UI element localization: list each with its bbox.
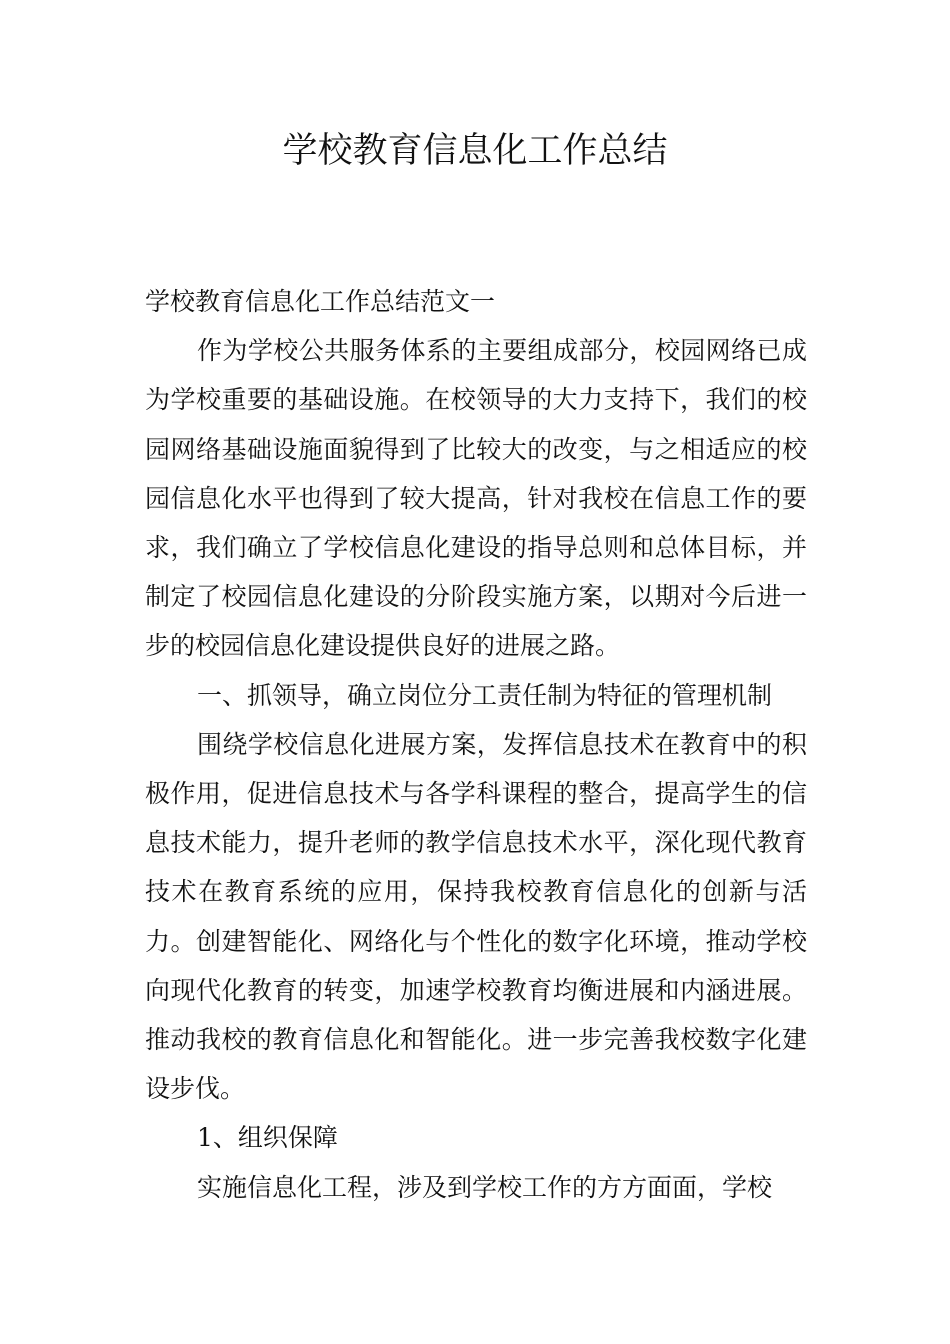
document-title: 学校教育信息化工作总结 bbox=[282, 131, 668, 171]
paragraph-intro: 作为学校公共服务体系的主要组成部分，校园网络已成为学校重要的基础设施。在校领导的大力支持下，我们的校园网络基础设施面貌得到了比较大的改变，与之相适应的校园信息化水平也得到了较大提高，针对我校在信息工作的要求，我们确立了学校信息化建设的指导总则和总体目标，并制定了校园信息化建设的分阶段实施方案，以期对今后进一步的校园信息化建设提供良好的进展之路。 bbox=[145, 336, 807, 661]
document-subtitle: 学校教育信息化工作总结范文一 bbox=[145, 287, 496, 316]
section-heading: 一、抓领导，确立岗位分工责任制为特征的管理机制 bbox=[197, 680, 773, 710]
document-body bbox=[145, 277, 807, 1212]
paragraph-section-1: 围绕学校信息化进展方案，发挥信息技术在教育中的积极作用，促进信息技术与各学科课程的整合，提高学生的信息技术能力，提升老师的教学信息技术水平，深化现代教育技术在教育系统的应用，保持我校教育信息化的创新与活力。创建智能化、网络化与个性化的数字化环境，推动学校向现代化教育的转变，加速学校教育均衡进展和内涵进展。推动我校的教育信息化和智能化。进一步完善我校数字化建设步伐。 bbox=[145, 729, 807, 1104]
paragraph-organization: 实施信息化工程，涉及到学校工作的方方面面，学校 bbox=[197, 1172, 773, 1202]
subsection-heading: 1、组织保障 bbox=[197, 1123, 338, 1153]
